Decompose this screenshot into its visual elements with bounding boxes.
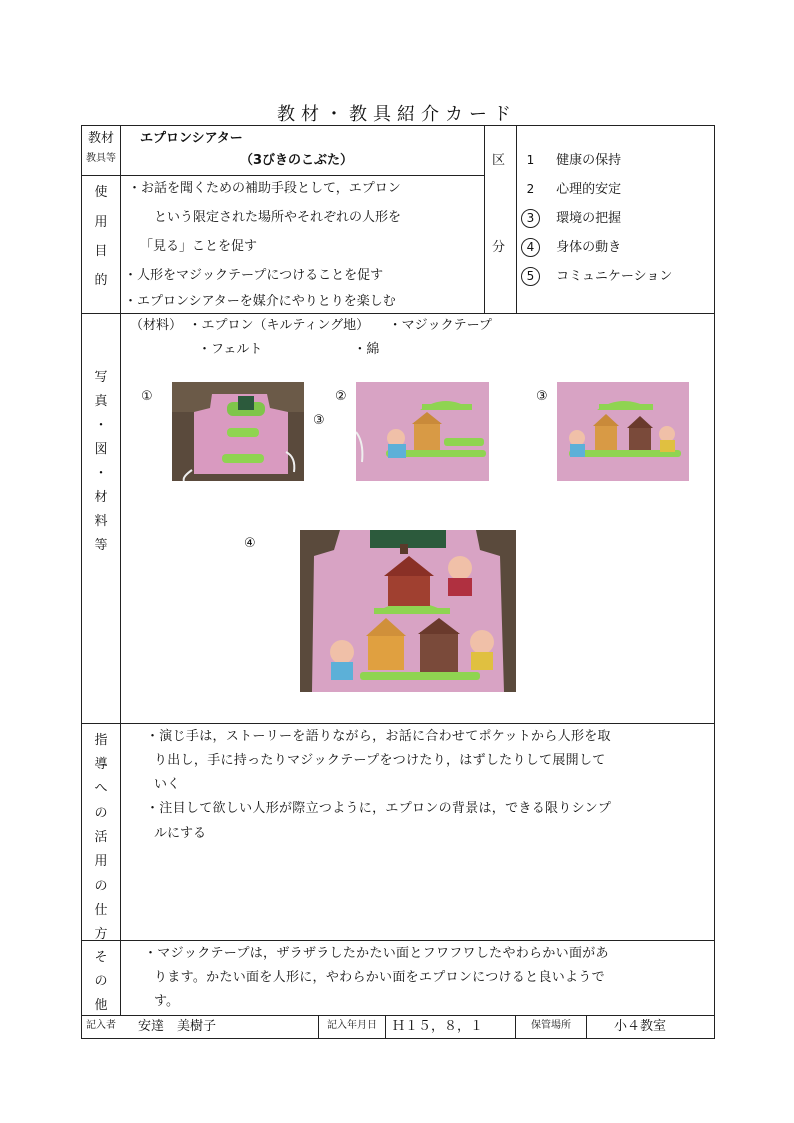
card-title: 教材・教具紹介カード [277, 104, 517, 125]
kind-label-sub: 教具等 [86, 153, 116, 164]
date-label: 記入年月日 [327, 1020, 377, 1031]
material-name: エプロンシアター [140, 131, 243, 146]
apron-photo-3 [557, 382, 689, 481]
photo-marker: ① [141, 389, 153, 404]
category-label-bun: 分 [492, 240, 506, 255]
category-label-ku: 区 [492, 153, 506, 168]
apron-photo-4 [300, 530, 516, 692]
material-subtitle: （3びきのこぶた） [240, 153, 354, 168]
kind-label: 教材 [87, 131, 114, 146]
category-item: 5 コミュニケーション [521, 267, 672, 286]
author-label: 記入者 [86, 1020, 116, 1031]
place-value: 小４教室 [614, 1019, 667, 1034]
category-item: 4 身体の動き [521, 238, 621, 257]
apron-photo-2 [356, 382, 489, 481]
photo-marker: ④ [244, 536, 256, 551]
category-item: 1 健康の保持 [526, 153, 622, 168]
place-label: 保管場所 [531, 1020, 571, 1031]
category-item: 2 心理的安定 [526, 182, 622, 197]
category-item: 3 環境の把握 [521, 209, 621, 228]
date-value: Ｈ１５，８，１ [392, 1019, 484, 1034]
author-name: 安達 美樹子 [138, 1019, 217, 1034]
photo-marker: ③ [313, 413, 325, 428]
apron-photo-1 [172, 382, 304, 481]
materials-line: ・フェルト ・綿 [198, 342, 380, 357]
photo-marker: ③ [536, 389, 548, 404]
materials-line: （材料） ・エプロン（キルティング地） ・マジックテープ [130, 318, 492, 333]
photo-marker: ② [335, 389, 347, 404]
